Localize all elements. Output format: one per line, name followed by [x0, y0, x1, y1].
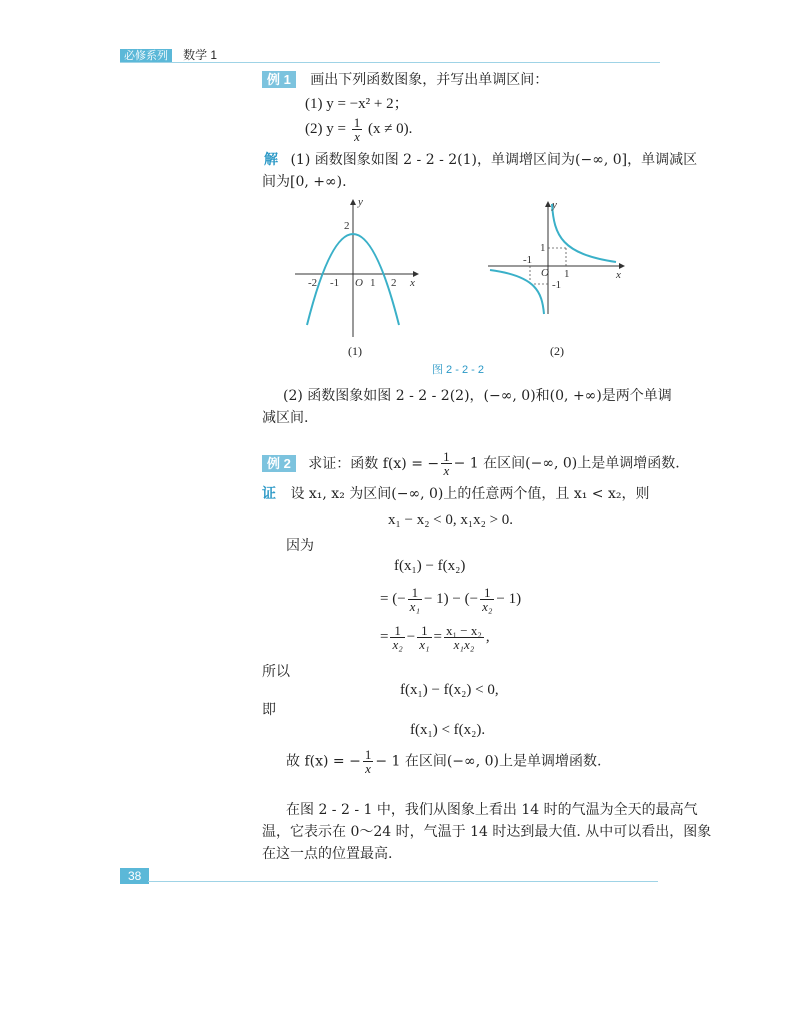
g2-tick-x-pos: 1 [564, 268, 570, 280]
frac-den: x₁ [419, 637, 430, 652]
eq3-frac3 [444, 624, 484, 651]
figure-caption: 图 2 - 2 - 2 [432, 364, 484, 376]
proof-eq3 [380, 624, 490, 651]
g1-tick-x: -1 [330, 277, 340, 289]
proof-ie: 即 [262, 702, 276, 718]
g2-tick-x-neg: -1 [523, 254, 533, 266]
eq3-frac1 [390, 624, 404, 651]
example2-badge: 例 2 [262, 455, 296, 472]
proof-keyword: 证 [262, 486, 276, 502]
g1-origin: O [355, 277, 363, 289]
hyperbola-branch-left [490, 270, 544, 314]
proof-text1: 设 x₁, x₂ 为区间(−∞, 0)上的任意两个值，且 x₁ < x₂，则 [290, 486, 650, 502]
frac-num: 1 [480, 586, 494, 600]
example1-heading [262, 68, 548, 92]
solution-keyword: 解 [264, 152, 278, 168]
proof-ineq1: x₁ − x₂ < 0, x₁x₂ > 0. [388, 512, 514, 528]
proof-eq2 [380, 586, 521, 613]
solution-text1: (1) 函数图象如图 2 - 2 - 2(1)，单调增区间为(−∞, 0]，单调减区 [290, 152, 698, 168]
part2-line2: 减区间. [262, 410, 309, 426]
eq3-frac2 [417, 624, 431, 651]
g1-tick-y: 2 [344, 220, 350, 232]
frac-den: x [365, 761, 371, 776]
g1-x-label: x [410, 277, 415, 289]
g2-x-label: x [616, 269, 621, 281]
frac-den: x [443, 463, 450, 478]
concl-fraction [363, 748, 374, 775]
closing-line3: 在这一点的位置最高. [262, 846, 393, 862]
example2-prefix: 求证：函数 f(x) = − [308, 455, 440, 472]
g1-tick-x: 1 [370, 277, 376, 289]
part2-line1: (2) 函数图象如图 2 - 2 - 2(2)，(−∞, 0)和(0, +∞)是两个单调 [283, 388, 672, 404]
concl-suffix: − 1 在区间(−∞, 0)上是单调增函数. [375, 753, 602, 770]
example1-badge: 例 1 [262, 71, 296, 88]
proof-line1 [262, 482, 650, 506]
eq3-part: , [485, 628, 490, 645]
g1-tick-x: 2 [391, 277, 397, 289]
item2-num: 1 [353, 115, 361, 130]
item2-fraction [352, 116, 363, 143]
book-title: 数学 1 [183, 48, 218, 62]
running-header [120, 44, 217, 63]
eq2-part: − 1) − (− [423, 590, 479, 607]
example2-suffix: − 1 在区间(−∞, 0)上是单调增函数. [453, 455, 680, 472]
series-tag: 必修系列 [120, 49, 172, 63]
frac-num: 1 [443, 449, 450, 464]
subfigure-label-1: (1) [348, 344, 362, 358]
frac-den: x₁ [409, 599, 420, 614]
eq2-frac1 [408, 586, 422, 613]
example1-prompt: 画出下列函数图象，并写出单调区间： [310, 72, 549, 88]
frac-num: 1 [417, 624, 431, 638]
frac-num: 1 [408, 586, 422, 600]
proof-conclusion [286, 748, 601, 775]
eq3-part: − [406, 628, 416, 645]
header-rule [120, 62, 660, 63]
frac-den: x₂ [392, 637, 403, 652]
proof-so: 所以 [262, 664, 290, 680]
g2-tick-y-neg: -1 [552, 279, 562, 291]
example1-item2 [305, 116, 412, 143]
item2-suffix: (x ≠ 0). [367, 120, 413, 137]
example1-item1: (1) y = −x² + 2； [305, 96, 409, 112]
frac-den: x₂ [482, 599, 493, 614]
item2-prefix: (2) y = [305, 120, 346, 137]
eq3-part: = [433, 628, 442, 645]
frac-num: 1 [364, 747, 372, 762]
g1-y-label: y [358, 196, 363, 208]
item2-den: x [354, 129, 360, 144]
proof-because: 因为 [286, 538, 314, 554]
solution-line1 [264, 148, 697, 172]
closing-line1: 在图 2 - 2 - 1 中，我们从图象上看出 14 时的气温为全天的最高气 [286, 802, 698, 818]
solution-line2: 间为[0, +∞). [262, 174, 347, 190]
closing-line2: 温，它表示在 0～24 时，气温于 14 时达到最大值. 从中可以看出，图象 [262, 824, 712, 840]
proof-ineq3: f(x₁) < f(x₂). [410, 722, 486, 738]
concl-prefix: 故 f(x) = − [286, 753, 361, 770]
g1-tick-x: -2 [308, 277, 318, 289]
frac-num: x₁ − x₂ [446, 623, 482, 638]
graph-hyperbola [486, 196, 631, 316]
subfigure-label-2: (2) [550, 344, 564, 358]
hyperbola-branch-right [552, 204, 616, 262]
g2-origin: O [541, 267, 549, 279]
example2-fraction [441, 450, 452, 477]
eq2-part: = (− [380, 590, 406, 607]
footer-rule [148, 881, 658, 882]
g2-y-label: y [552, 199, 557, 211]
page-number: 38 [120, 868, 149, 884]
graph-parabola [290, 192, 430, 342]
eq3-part: = [380, 628, 389, 645]
example2-heading [262, 450, 680, 477]
proof-eq1: f(x₁) − f(x₂) [394, 558, 466, 574]
eq2-frac2 [480, 586, 494, 613]
frac-den: x₁x₂ [453, 637, 475, 652]
frac-num: 1 [390, 624, 404, 638]
eq2-part: − 1) [496, 590, 522, 607]
proof-ineq2: f(x₁) − f(x₂) < 0, [400, 682, 499, 698]
g2-tick-y-pos: 1 [540, 242, 546, 254]
